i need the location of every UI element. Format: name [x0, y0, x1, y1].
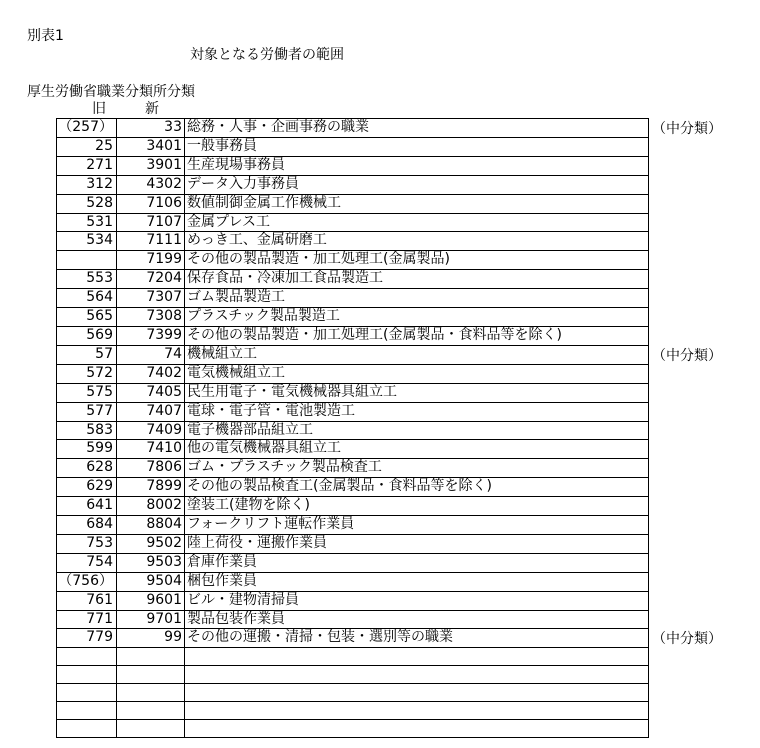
old-code-cell: 528 [57, 194, 117, 213]
new-code-cell: 3401 [117, 137, 185, 156]
old-code-cell: 629 [57, 478, 117, 497]
new-code-cell: 7111 [117, 232, 185, 251]
classification-heading: 厚生労働省職業分類所分類 [27, 84, 195, 100]
old-code-cell: 628 [57, 459, 117, 478]
occupation-name-cell: 電子機器部品組立工 [185, 421, 649, 440]
table-row [57, 137, 649, 156]
new-code-cell: 99 [117, 629, 185, 648]
table-row [57, 719, 649, 737]
old-code-cell [57, 251, 117, 270]
old-code-cell: 779 [57, 629, 117, 648]
new-code-cell: 7407 [117, 402, 185, 421]
old-code-cell: 312 [57, 175, 117, 194]
table-row [57, 119, 649, 138]
table-row [57, 213, 649, 232]
table-row [57, 629, 649, 648]
occupation-name-cell: その他の運搬・清掃・包装・選別等の職業 [185, 629, 649, 648]
table-row [57, 364, 649, 383]
occupation-name-cell: ビル・建物清掃員 [185, 591, 649, 610]
table-row [57, 702, 649, 720]
table-row [57, 194, 649, 213]
new-code-cell: 9601 [117, 591, 185, 610]
table-row [57, 421, 649, 440]
table-row [57, 459, 649, 478]
old-code-cell: 565 [57, 308, 117, 327]
table-row [57, 251, 649, 270]
occupation-name-cell: 民生用電子・電気機械器具組立工 [185, 383, 649, 402]
table-row [57, 684, 649, 702]
occupation-name-cell: 電球・電子管・電池製造工 [185, 402, 649, 421]
new-code-cell [117, 648, 185, 666]
new-code-cell: 7399 [117, 326, 185, 345]
new-code-cell: 7307 [117, 289, 185, 308]
occupation-name-cell: めっき工、金属研磨工 [185, 232, 649, 251]
occupation-name-cell: 電気機械組立工 [185, 364, 649, 383]
table-row [57, 232, 649, 251]
table-row [57, 666, 649, 684]
occupation-name-cell [185, 648, 649, 666]
occupation-name-cell: プラスチック製品製造工 [185, 308, 649, 327]
old-code-cell: 531 [57, 213, 117, 232]
document-title: 対象となる労働者の範囲 [190, 47, 344, 63]
table-row [57, 402, 649, 421]
category-note: （中分類） [652, 631, 722, 648]
new-code-cell [117, 666, 185, 684]
old-code-cell: 771 [57, 610, 117, 629]
table-row [57, 345, 649, 364]
table-row [57, 175, 649, 194]
table-row [57, 326, 649, 345]
old-code-cell: 761 [57, 591, 117, 610]
new-code-cell: 9504 [117, 572, 185, 591]
occupation-name-cell [185, 702, 649, 720]
occupation-name-cell: 他の電気機械器具組立工 [185, 440, 649, 459]
table-row [57, 572, 649, 591]
occupation-name-cell: 製品包装作業員 [185, 610, 649, 629]
table-row [57, 440, 649, 459]
new-code-cell: 74 [117, 345, 185, 364]
new-code-cell: 7806 [117, 459, 185, 478]
table-row [57, 156, 649, 175]
new-code-cell: 7308 [117, 308, 185, 327]
table-row [57, 383, 649, 402]
new-code-cell: 9503 [117, 553, 185, 572]
new-code-cell: 9701 [117, 610, 185, 629]
old-code-cell: 534 [57, 232, 117, 251]
old-code-cell: （756） [57, 572, 117, 591]
occupation-name-cell: その他の製品製造・加工処理工(金属製品) [185, 251, 649, 270]
table-row [57, 516, 649, 535]
new-code-cell: 7409 [117, 421, 185, 440]
new-code-cell [117, 684, 185, 702]
old-code-cell: 575 [57, 383, 117, 402]
occupation-name-cell: データ入力事務員 [185, 175, 649, 194]
new-code-cell: 7402 [117, 364, 185, 383]
occupation-name-cell: 保存食品・冷凍加工食品製造工 [185, 270, 649, 289]
document-label: 別表1 [27, 28, 64, 44]
occupation-name-cell: 塗装工(建物を除く) [185, 497, 649, 516]
new-code-cell: 3901 [117, 156, 185, 175]
old-code-cell: 569 [57, 326, 117, 345]
old-code-cell: 577 [57, 402, 117, 421]
occupation-name-cell: 陸上荷役・運搬作業員 [185, 534, 649, 553]
old-code-cell: 641 [57, 497, 117, 516]
occupation-name-cell: その他の製品製造・加工処理工(金属製品・食料品等を除く) [185, 326, 649, 345]
occupation-name-cell [185, 666, 649, 684]
old-code-cell [57, 702, 117, 720]
old-code-cell: 583 [57, 421, 117, 440]
new-code-cell: 7199 [117, 251, 185, 270]
new-code-cell: 7106 [117, 194, 185, 213]
table-row [57, 553, 649, 572]
column-header-old: 旧 [92, 101, 106, 117]
new-code-cell: 7410 [117, 440, 185, 459]
old-code-cell: 572 [57, 364, 117, 383]
new-code-cell: 9502 [117, 534, 185, 553]
column-header-new: 新 [145, 101, 159, 117]
occupation-name-cell: 総務・人事・企画事務の職業 [185, 119, 649, 138]
new-code-cell: 4302 [117, 175, 185, 194]
old-code-cell: 271 [57, 156, 117, 175]
occupation-name-cell [185, 719, 649, 737]
old-code-cell [57, 719, 117, 737]
table-row [57, 289, 649, 308]
new-code-cell: 33 [117, 119, 185, 138]
old-code-cell: 553 [57, 270, 117, 289]
old-code-cell: 684 [57, 516, 117, 535]
occupation-name-cell: 生産現場事務員 [185, 156, 649, 175]
category-note: （中分類） [652, 347, 722, 364]
old-code-cell [57, 684, 117, 702]
occupation-name-cell: ゴム・プラスチック製品検査工 [185, 459, 649, 478]
new-code-cell: 8002 [117, 497, 185, 516]
new-code-cell: 7107 [117, 213, 185, 232]
table-row [57, 478, 649, 497]
occupation-name-cell: 金属プレス工 [185, 213, 649, 232]
old-code-cell [57, 666, 117, 684]
old-code-cell: 599 [57, 440, 117, 459]
old-code-cell: 753 [57, 534, 117, 553]
old-code-cell: 25 [57, 137, 117, 156]
table-row [57, 610, 649, 629]
occupation-name-cell: 倉庫作業員 [185, 553, 649, 572]
new-code-cell: 7405 [117, 383, 185, 402]
table-row [57, 270, 649, 289]
old-code-cell: （257） [57, 119, 117, 138]
old-code-cell: 564 [57, 289, 117, 308]
new-code-cell: 8804 [117, 516, 185, 535]
new-code-cell [117, 719, 185, 737]
old-code-cell: 754 [57, 553, 117, 572]
old-code-cell [57, 648, 117, 666]
occupation-name-cell: 数値制御金属工作機械工 [185, 194, 649, 213]
table-row [57, 308, 649, 327]
occupation-name-cell: 機械組立工 [185, 345, 649, 364]
occupation-name-cell: 一般事務員 [185, 137, 649, 156]
occupation-name-cell: その他の製品検査工(金属製品・食料品等を除く) [185, 478, 649, 497]
table-row [57, 497, 649, 516]
table-row [57, 648, 649, 666]
occupation-name-cell: ゴム製品製造工 [185, 289, 649, 308]
occupation-code-table [56, 118, 649, 738]
occupation-name-cell: フォークリフト運転作業員 [185, 516, 649, 535]
category-note: （中分類） [652, 121, 722, 137]
occupation-name-cell [185, 684, 649, 702]
old-code-cell: 57 [57, 345, 117, 364]
table-row [57, 534, 649, 553]
table-row [57, 591, 649, 610]
new-code-cell: 7204 [117, 270, 185, 289]
occupation-name-cell: 梱包作業員 [185, 572, 649, 591]
new-code-cell: 7899 [117, 478, 185, 497]
new-code-cell [117, 702, 185, 720]
